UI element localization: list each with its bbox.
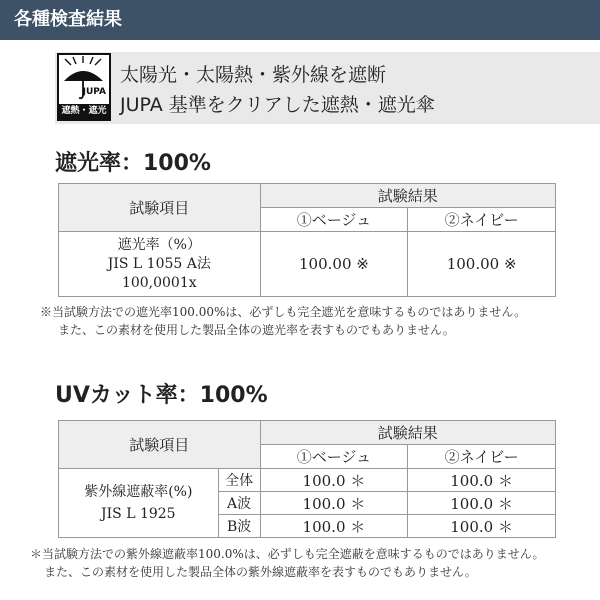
- uv-item-cell: [59, 469, 219, 538]
- result-header-cell: 試験結果: [260, 421, 555, 445]
- jupa-line-1: 太陽光・太陽熱・紫外線を遮断: [120, 64, 387, 86]
- item-line: 100,0001x: [121, 274, 197, 291]
- item-line: 遮光率（%）: [117, 236, 201, 253]
- umbrella-sun-icon: [59, 55, 109, 105]
- col-beige-header: ①ベージュ: [260, 208, 408, 232]
- row-label-total: 全体: [218, 469, 260, 492]
- shading-result-table: [58, 183, 556, 297]
- uv-note-line-1: ＊当試験方法での紫外線遮蔽率100.0%は、必ずしも完全遮蔽を意味するものではありません。: [30, 547, 545, 561]
- shading-rate-title: 遮光率：100%: [55, 151, 211, 176]
- col-navy-header: ②ネイビー: [408, 445, 556, 469]
- item-line: 紫外線遮蔽率(%): [84, 484, 193, 500]
- col-navy-header: ②ネイビー: [408, 208, 556, 232]
- page-title: 各種検査結果: [14, 9, 122, 30]
- item-header-cell: 試験項目: [59, 421, 261, 469]
- shading-note-line-1: ※当試験方法での遮光率100.00%は、必ずしも完全遮光を意味するものではありません。: [40, 305, 527, 319]
- item-line: JIS L 1925: [101, 506, 176, 522]
- jupa-line-2: JUPA 基準をクリアした遮熱・遮光傘: [120, 94, 435, 116]
- col-beige-header: ①ベージュ: [260, 445, 408, 469]
- page-header: [0, 0, 600, 40]
- uv-value-beige: 100.0 ＊: [260, 515, 408, 538]
- uv-value-navy: 100.0 ＊: [408, 515, 556, 538]
- uv-note-line-2: また、この素材を使用した製品全体の紫外線遮蔽率を表すものでもありません。: [44, 565, 477, 579]
- jupa-logo-caption: 遮熱・遮光: [59, 104, 109, 119]
- jupa-logo: [57, 53, 111, 121]
- row-label-uva: A波: [218, 492, 260, 515]
- jupa-mark-text: JUPA: [82, 87, 106, 97]
- shading-item-cell: [59, 232, 261, 297]
- shading-value-beige: 100.00 ※: [260, 232, 408, 297]
- row-label-uvb: B波: [218, 515, 260, 538]
- uv-value-beige: 100.0 ＊: [260, 469, 408, 492]
- shading-value-navy: 100.00 ※: [408, 232, 556, 297]
- item-line: JIS L 1055 A法: [107, 255, 211, 272]
- uv-value-beige: 100.0 ＊: [260, 492, 408, 515]
- shading-note-line-2: また、この素材を使用した製品全体の遮光率を表すものでもありません。: [58, 323, 455, 337]
- uv-value-navy: 100.0 ＊: [408, 492, 556, 515]
- result-header-cell: 試験結果: [260, 184, 555, 208]
- item-header-cell: 試験項目: [59, 184, 261, 232]
- uv-value-navy: 100.0 ＊: [408, 469, 556, 492]
- uv-result-table: [58, 420, 556, 538]
- uv-cut-rate-title: UVカット率：100%: [55, 383, 268, 408]
